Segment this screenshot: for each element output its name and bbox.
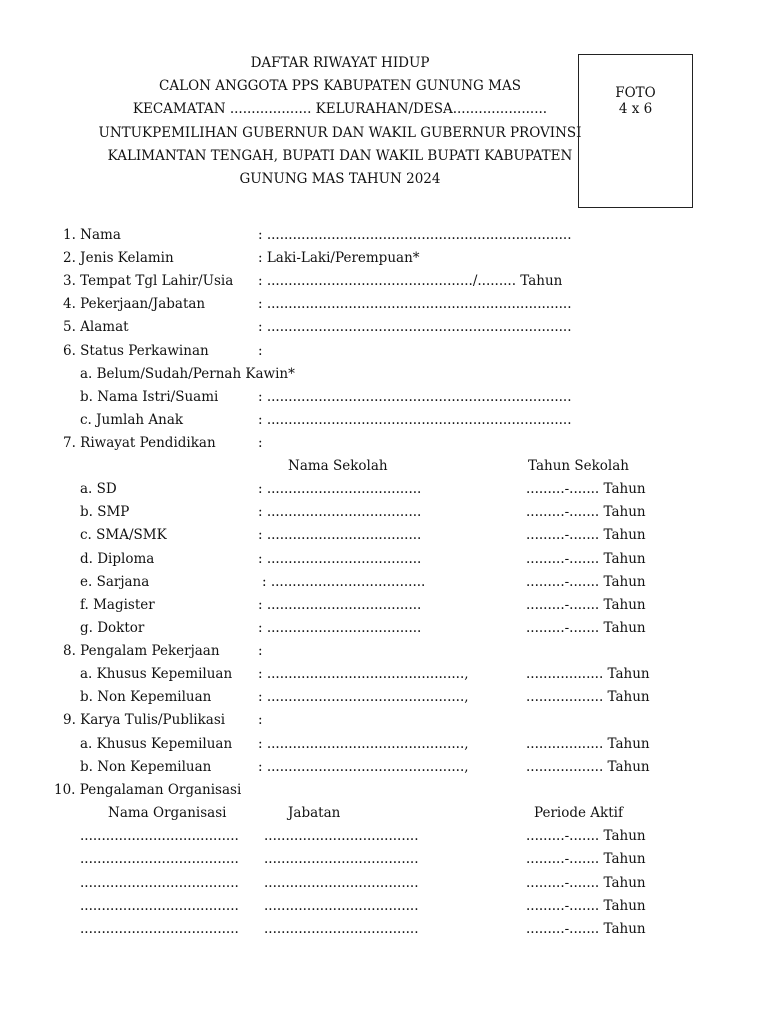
field-value-pekerjaan[interactable]: : .......................................................................	[258, 296, 572, 312]
org-position[interactable]: ....................................	[264, 851, 419, 867]
column-header-nama-organisasi: Nama Organisasi	[108, 805, 227, 821]
edu-year[interactable]: .........-....... Tahun	[526, 551, 646, 567]
publication-year[interactable]: .................. Tahun	[526, 759, 650, 775]
edu-year[interactable]: .........-....... Tahun	[526, 481, 646, 497]
edu-school[interactable]: : ....................................	[262, 574, 426, 590]
field-value-jenis-kelamin[interactable]: : Laki-Laki/Perempuan*	[258, 250, 420, 266]
header-line-6: GUNUNG MAS TAHUN 2024	[239, 171, 441, 187]
header-line-4: UNTUKPEMILIHAN GUBERNUR DAN WAKIL GUBERNUR PROVINSI	[98, 125, 582, 141]
edu-year[interactable]: .........-....... Tahun	[526, 504, 646, 520]
column-header-tahun-sekolah: Tahun Sekolah	[528, 458, 629, 474]
column-header-jabatan: Jabatan	[288, 805, 341, 821]
field-label-pengalaman-kerja: 8. Pengalam Pekerjaan	[63, 643, 220, 659]
document-title: DAFTAR RIWAYAT HIDUP	[250, 55, 430, 71]
edu-year[interactable]: .........-....... Tahun	[526, 527, 646, 543]
field-label-pendidikan: 7. Riwayat Pendidikan	[63, 435, 216, 451]
field-colon-pengalaman-kerja: :	[258, 643, 263, 659]
work-value[interactable]: : ..............................................,	[258, 689, 469, 705]
header-line-5: KALIMANTAN TENGAH, BUPATI DAN WAKIL BUPATI KABUPATEN	[107, 148, 573, 164]
publication-label: b. Non Kepemiluan	[80, 759, 212, 775]
field-value-jumlah-anak[interactable]: : .......................................................................	[258, 412, 572, 428]
field-label-nama: 1. Nama	[63, 227, 121, 243]
publication-label: a. Khusus Kepemiluan	[80, 736, 233, 752]
work-year[interactable]: .................. Tahun	[526, 689, 650, 705]
org-period[interactable]: .........-....... Tahun	[526, 921, 646, 937]
org-name[interactable]: .....................................	[80, 875, 239, 891]
field-value-alamat[interactable]: : .......................................................................	[258, 319, 572, 335]
field-value-nama[interactable]: : .......................................................................	[258, 227, 572, 243]
field-label-status-kawin[interactable]: a. Belum/Sudah/Pernah Kawin*	[80, 366, 295, 382]
field-label-alamat: 5. Alamat	[63, 319, 129, 335]
photo-size: 4 x 6	[618, 101, 653, 117]
field-label-tempat-tgl-lahir: 3. Tempat Tgl Lahir/Usia	[63, 273, 234, 289]
org-name[interactable]: .....................................	[80, 851, 239, 867]
header-line-2: CALON ANGGOTA PPS KABUPATEN GUNUNG MAS	[159, 78, 521, 94]
field-colon-pendidikan: :	[258, 435, 263, 451]
org-period[interactable]: .........-....... Tahun	[526, 851, 646, 867]
field-value-nama-pasangan[interactable]: : .......................................................................	[258, 389, 572, 405]
edu-year[interactable]: .........-....... Tahun	[526, 597, 646, 613]
edu-label: a. SD	[80, 481, 117, 497]
org-position[interactable]: ....................................	[264, 898, 419, 914]
org-period[interactable]: .........-....... Tahun	[526, 875, 646, 891]
org-name[interactable]: .....................................	[80, 898, 239, 914]
field-label-jumlah-anak: c. Jumlah Anak	[80, 412, 184, 428]
field-label-nama-pasangan: b. Nama Istri/Suami	[80, 389, 219, 405]
edu-label: c. SMA/SMK	[80, 527, 167, 543]
field-label-karya-tulis: 9. Karya Tulis/Publikasi	[63, 712, 226, 728]
column-header-nama-sekolah: Nama Sekolah	[288, 458, 388, 474]
work-label: a. Khusus Kepemiluan	[80, 666, 233, 682]
publication-value[interactable]: : ..............................................,	[258, 759, 469, 775]
field-colon-status: :	[258, 343, 263, 359]
field-label-organisasi: 10. Pengalaman Organisasi	[54, 782, 242, 798]
org-name[interactable]: .....................................	[80, 921, 239, 937]
edu-year[interactable]: .........-....... Tahun	[526, 574, 646, 590]
work-year[interactable]: .................. Tahun	[526, 666, 650, 682]
edu-year[interactable]: .........-....... Tahun	[526, 620, 646, 636]
edu-label: g. Doktor	[80, 620, 145, 636]
photo-label: FOTO	[615, 85, 656, 101]
org-name[interactable]: .....................................	[80, 828, 239, 844]
edu-school[interactable]: : ....................................	[258, 504, 422, 520]
edu-label: e. Sarjana	[80, 574, 150, 590]
work-label: b. Non Kepemiluan	[80, 689, 212, 705]
edu-school[interactable]: : ....................................	[258, 551, 422, 567]
edu-label: d. Diploma	[80, 551, 155, 567]
edu-label: f. Magister	[80, 597, 155, 613]
work-value[interactable]: : ..............................................,	[258, 666, 469, 682]
field-label-jenis-kelamin: 2. Jenis Kelamin	[63, 250, 174, 266]
edu-school[interactable]: : ....................................	[258, 527, 422, 543]
org-position[interactable]: ....................................	[264, 828, 419, 844]
org-position[interactable]: ....................................	[264, 875, 419, 891]
field-label-pekerjaan: 4. Pekerjaan/Jabatan	[63, 296, 206, 312]
publication-year[interactable]: .................. Tahun	[526, 736, 650, 752]
edu-label: b. SMP	[80, 504, 130, 520]
photo-placeholder	[578, 54, 693, 208]
field-colon-karya-tulis: :	[258, 712, 263, 728]
edu-school[interactable]: : ....................................	[258, 481, 422, 497]
column-header-periode-aktif: Periode Aktif	[534, 805, 623, 821]
org-period[interactable]: .........-....... Tahun	[526, 828, 646, 844]
org-position[interactable]: ....................................	[264, 921, 419, 937]
field-value-tempat-tgl-lahir[interactable]: : ................................................/......... Tahun	[258, 273, 563, 289]
edu-school[interactable]: : ....................................	[258, 597, 422, 613]
field-label-status: 6. Status Perkawinan	[63, 343, 209, 359]
publication-value[interactable]: : ..............................................,	[258, 736, 469, 752]
edu-school[interactable]: : ....................................	[258, 620, 422, 636]
header-line-3: KECAMATAN ................... KELURAHAN/DESA......................	[132, 101, 548, 117]
org-period[interactable]: .........-....... Tahun	[526, 898, 646, 914]
